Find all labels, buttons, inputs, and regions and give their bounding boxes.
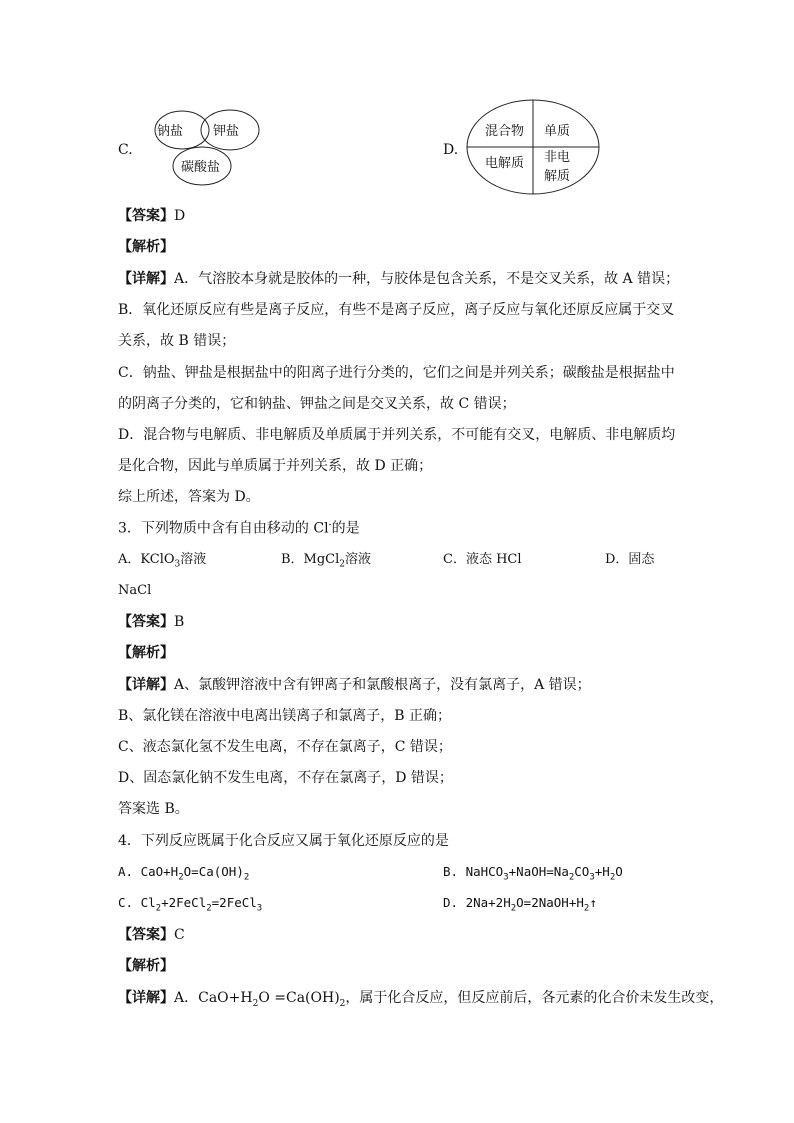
label-nonelectrolyte-1: 非电 bbox=[544, 150, 571, 165]
q3-detail-line-3: C、液态氯化氢不发生电离，不存在氯离子，C 错误； bbox=[118, 739, 452, 755]
q3-conclusion: 答案选 B。 bbox=[118, 801, 189, 817]
q3-detail-line-1: 【详解】A、氯酸钾溶液中含有钾离子和氯酸根离子，没有氯离子，A 错误； bbox=[118, 677, 591, 693]
q4-analysis-heading: 【解析】 bbox=[118, 958, 174, 974]
label-sodium: 钠盐 bbox=[157, 124, 184, 139]
diagram-c-label: C. bbox=[118, 142, 133, 158]
q2-detail-line-6: D．混合物与电解质、非电解质及单质属于并列关系，不可能有交叉，电解质、非电解质均 bbox=[118, 427, 676, 443]
q4-stem: 4．下列反应既属于化合反应又属于氧化还原反应的是 bbox=[118, 833, 449, 849]
q2-detail-line-5: 的阴离子分类的，它和钠盐、钾盐之间是交叉关系，故 C 错误； bbox=[118, 396, 516, 412]
q4-option-b: B. $NaHCO_3+NaOH=Na_2CO_3+H_2O$ bbox=[443, 864, 623, 883]
q2-detail-line-4: C．钠盐、钾盐是根据盐中的阳离子进行分类的，它们之间是并列关系；碳酸盐是根据盐中 bbox=[118, 365, 675, 381]
q3-option-d-continued: NaCl bbox=[118, 583, 152, 598]
q3-option-c: C．液态 HCl bbox=[443, 552, 522, 567]
diagram-c bbox=[150, 108, 265, 188]
q4-option-c: C. $Cl_2+2FeCl_2=2FeCl_3$ bbox=[118, 895, 263, 914]
diagram-d bbox=[465, 98, 603, 196]
q2-detail-line-2: B．氧化还原反应有些是离子反应，有些不是离子反应，离子反应与氧化还原反应属于交叉 bbox=[118, 302, 675, 318]
label-mixture: 混合物 bbox=[485, 124, 525, 139]
q3-detail-line-2: B、氯化镁在溶液中电离出镁离子和氯离子，B 正确； bbox=[118, 708, 452, 724]
q4-answer: 【答案】C bbox=[118, 927, 185, 943]
q3-answer: 【答案】B bbox=[118, 614, 185, 630]
q2-detail-line-1: 【详解】A．气溶胶本身就是胶体的一种，与胶体是包含关系，不是交叉关系，故 A 错误； bbox=[118, 271, 680, 287]
q2-analysis-heading: 【解析】 bbox=[118, 239, 174, 255]
diagram-d-label: D. bbox=[443, 142, 459, 158]
label-nonelectrolyte-2: 解质 bbox=[544, 169, 571, 184]
q3-stem: 3．下列物质中含有自由移动的 Cl-的是 bbox=[118, 520, 360, 537]
q3-option-b: B．MgCl$_2$溶液 bbox=[281, 552, 372, 570]
q3-option-d: D．固态 bbox=[605, 552, 655, 567]
q3-option-a: A．KClO$_3$溶液 bbox=[118, 552, 207, 570]
q4-option-d: D. $2Na+2H_2O=2NaOH+H_2↑$ bbox=[443, 895, 597, 914]
q2-conclusion: 综上所述，答案为 D。 bbox=[118, 489, 260, 505]
q3-analysis-heading: 【解析】 bbox=[118, 645, 174, 661]
q2-detail-line-7: 是化合物，因此与单质属于并列关系，故 D 正确； bbox=[118, 458, 433, 474]
label-element: 单质 bbox=[544, 124, 571, 139]
label-potassium: 钾盐 bbox=[213, 124, 240, 139]
q2-answer: 【答案】D bbox=[118, 208, 186, 224]
label-carbonate: 碳酸盐 bbox=[181, 160, 221, 175]
label-electrolyte: 电解质 bbox=[485, 156, 525, 171]
q3-detail-line-4: D、固态氯化钠不发生电离，不存在氯离子，D 错误； bbox=[118, 770, 453, 786]
q4-option-a: A. $CaO+H_2O=Ca(OH)_2$ bbox=[118, 864, 250, 883]
q2-detail-line-3: 关系，故 B 错误； bbox=[118, 333, 236, 349]
q4-detail-line-1: 【详解】A．$CaO+H_2O =Ca(OH)_2$，属于化合反应，但反应前后，各元素的化合价未发生改变， bbox=[118, 990, 724, 1009]
